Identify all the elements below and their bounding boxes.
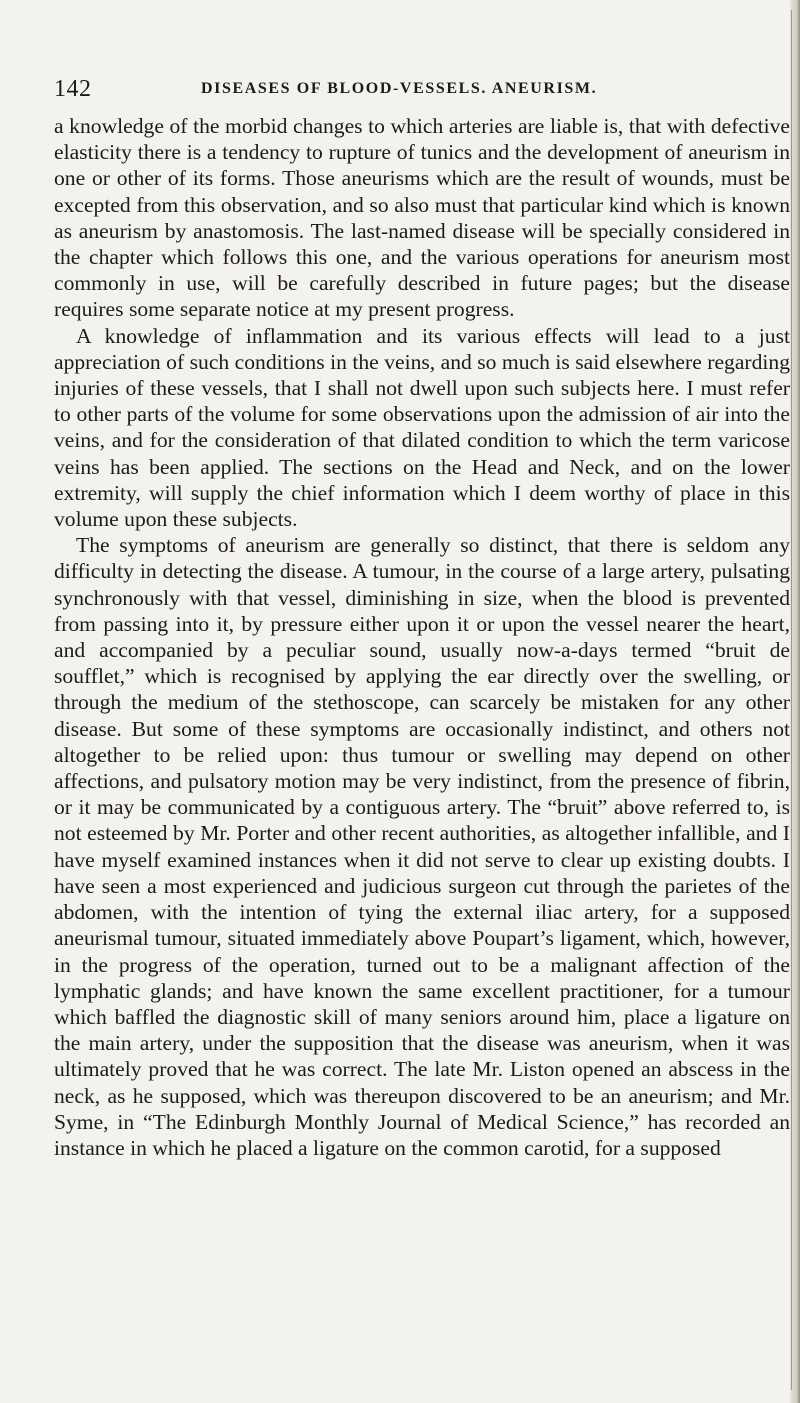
paragraph-continued: a knowledge of the morbid changes to which arteries are liable is, that with defective elasticity there is a tendency to rupture of tunics and the development of aneurism in one or other of its forms. Those aneurisms which are the result of wounds, must be excepted from this observation, and so also must that particular kind which is known as aneurism by anastomosis. The last-named disease will be specially considered in the chapter which follows this one, and the various operations for aneurism most commonly in use, will be carefully described in future pages; but the disease requires some separate notice at my present progress. — [54, 114, 790, 322]
body-text — [54, 113, 790, 1161]
paragraph-inflammation: A knowledge of inflammation and its various effects will lead to a just appreciation of such conditions in the veins, and so much is said elsewhere regarding injuries of these vessels, that I shall not dwell upon such subjects here. I must refer to other parts of the volume for some observations upon the admission of air into the veins, and for the consideration of that dilated condition to which the term varicose veins has been applied. The sections on the Head and Neck, and on the lower extremity, will supply the chief information which I deem worthy of place in this volume upon these subjects. — [54, 323, 790, 532]
running-title: DISEASES OF BLOOD-VESSELS. ANEURISM. — [201, 80, 598, 97]
paragraph-symptoms: The symptoms of aneurism are generally so distinct, that there is seldom any difficulty in detecting the disease. A tumour, in the course of a large artery, pulsating synchronously with that vessel, diminishing in size, when the blood is prevented from passing into it, by pressure either upon it or upon the vessel nearer the heart, and accompanied by a peculiar sound, usually now-a-days termed “bruit de soufflet,” which is recognised by applying the ear directly over the swelling, or through the medium of the stethoscope, can scarcely be mistaken for any other disease. But some of these symptoms are occasionally indistinct, and others not altogether to be relied upon: thus tumour or swelling may depend on other affections, and pulsatory motion may be very indistinct, from the presence of fibrin, or it may be communicated by a contiguous artery. The “bruit” above referred to, is not esteemed by Mr. Porter and other recent authorities, as altogether infallible, and I have myself examined instances when it did not serve to clear up existing doubts. I have seen a most experienced and judicious surgeon cut through the parietes of the abdomen, with the intention of tying the external iliac artery, for a supposed aneurismal tumour, situated immediately above Poupart’s ligament, which, however, in the progress of the operation, turned out to be a malignant affection of the lymphatic glands; and have known the same excellent practitioner, for a tumour which baffled the diagnostic skill of many seniors around him, place a ligature on the main artery, under the supposition that the disease was aneurism, when it was ultimately proved that he was correct. The late Mr. Liston opened an abscess in the neck, as he supposed, which was thereupon discovered to be an aneurism; and Mr. Syme, in “The Edinburgh Monthly Journal of Medical Science,” has recorded an instance in which he placed a ligature on the common carotid, for a supposed — [54, 533, 790, 1160]
page-edge-line — [791, 10, 792, 1390]
running-head — [54, 76, 746, 108]
page-number: 142 — [54, 76, 92, 102]
